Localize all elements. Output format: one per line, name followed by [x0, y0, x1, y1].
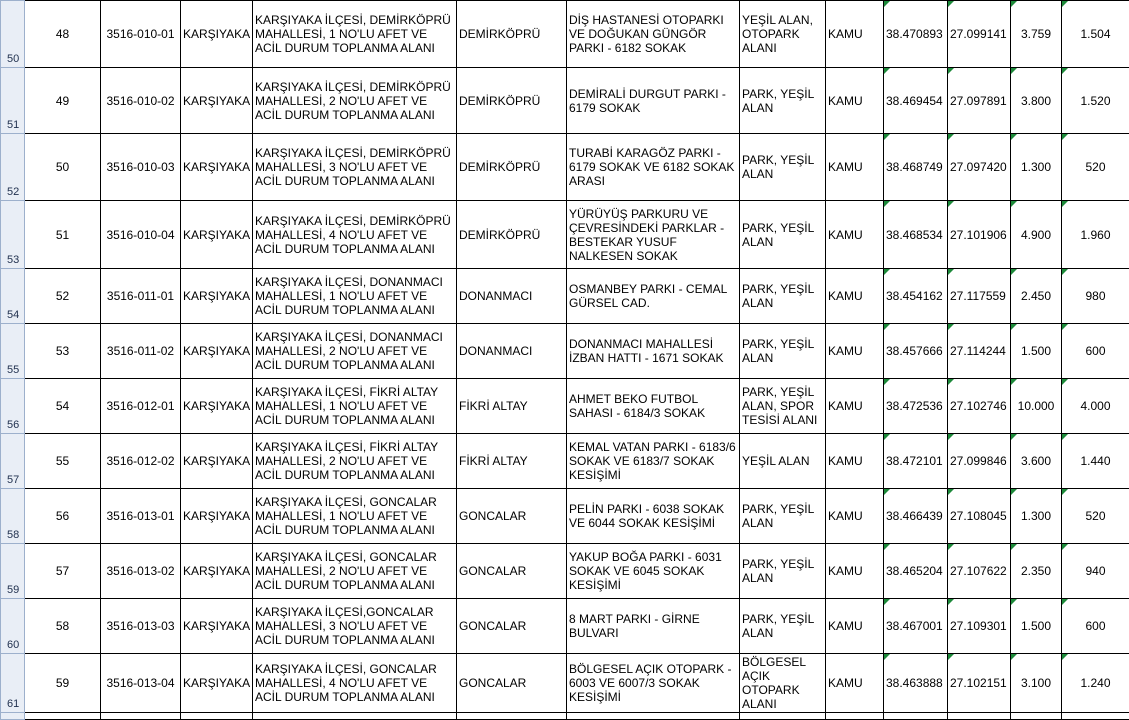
cell-area[interactable]: 1.500 [1011, 324, 1062, 379]
cell-empty[interactable] [181, 713, 253, 720]
cell-lat[interactable]: 38.466439 [884, 489, 948, 544]
cell-code[interactable]: 3516-011-02 [101, 324, 181, 379]
row-header[interactable]: 60 [1, 599, 25, 654]
cell-area[interactable]: 2.350 [1011, 544, 1062, 599]
cell-neighborhood[interactable]: DEMİRKÖPRÜ [457, 134, 567, 201]
cell-neighborhood[interactable]: DONANMACI [457, 269, 567, 324]
cell-type[interactable]: PARK, YEŞİL ALAN [740, 489, 826, 544]
cell-lat[interactable]: 38.467001 [884, 599, 948, 654]
cell-lat[interactable]: 38.468534 [884, 201, 948, 269]
cell-lat[interactable]: 38.470893 [884, 1, 948, 68]
cell-district[interactable]: KARŞIYAKA [181, 134, 253, 201]
cell-capacity[interactable]: 1.960 [1062, 201, 1129, 269]
row-header[interactable] [1, 713, 25, 720]
cell-name[interactable]: KARŞIYAKA İLÇESİ, DONANMACI MAHALLESİ, 1 NO'LU AFET VE ACİL DURUM TOPLANMA ALANI [253, 269, 457, 324]
table-row [1, 434, 1129, 489]
cell-neighborhood[interactable]: DONANMACI [457, 324, 567, 379]
cell-place[interactable]: BÖLGESEL AÇIK OTOPARK - 6003 VE 6007/3 SOKAK KESİŞİMİ [567, 654, 740, 713]
cell-empty[interactable] [948, 713, 1011, 720]
cell-place[interactable]: DİŞ HASTANESİ OTOPARKI VE DOĞUKAN GÜNGÖR PARKI - 6182 SOKAK [567, 1, 740, 68]
cell-no[interactable]: 50 [25, 134, 101, 201]
cell-name[interactable]: KARŞIYAKA İLÇESİ, DEMİRKÖPRÜ MAHALLESİ, 1 NO'LU AFET VE ACİL DURUM TOPLANMA ALANI [253, 1, 457, 68]
cell-name[interactable]: KARŞIYAKA İLÇESİ,GONCALAR MAHALLESİ, 3 NO'LU AFET VE ACİL DURUM TOPLANMA ALANI [253, 599, 457, 654]
cell-place[interactable]: TURABİ KARAGÖZ PARKI - 6179 SOKAK VE 6182 SOKAK ARASI [567, 134, 740, 201]
cell-ownership[interactable]: KAMU [826, 324, 884, 379]
cell-place[interactable]: DEMİRALİ DURGUT PARKI - 6179 SOKAK [567, 68, 740, 134]
cell-name[interactable]: KARŞIYAKA İLÇESİ, GONCALAR MAHALLESİ, 2 NO'LU AFET VE ACİL DURUM TOPLANMA ALANI [253, 544, 457, 599]
cell-no[interactable]: 56 [25, 489, 101, 544]
cell-area[interactable]: 1.300 [1011, 134, 1062, 201]
cell-district[interactable]: KARŞIYAKA [181, 379, 253, 434]
cell-ownership[interactable]: KAMU [826, 379, 884, 434]
cell-place[interactable]: AHMET BEKO FUTBOL SAHASI - 6184/3 SOKAK [567, 379, 740, 434]
cell-district[interactable]: KARŞIYAKA [181, 269, 253, 324]
table-row [1, 68, 1129, 134]
cell-code[interactable]: 3516-010-04 [101, 201, 181, 269]
row-header[interactable]: 56 [1, 379, 25, 434]
cell-lon[interactable]: 27.117559 [948, 269, 1011, 324]
table-row [1, 489, 1129, 544]
cell-empty[interactable] [1062, 713, 1129, 720]
cell-ownership[interactable]: KAMU [826, 654, 884, 713]
cell-ownership[interactable]: KAMU [826, 68, 884, 134]
cell-lat[interactable]: 38.468749 [884, 134, 948, 201]
cell-district[interactable]: KARŞIYAKA [181, 201, 253, 269]
cell-type[interactable]: PARK, YEŞİL ALAN [740, 269, 826, 324]
cell-ownership[interactable]: KAMU [826, 434, 884, 489]
cell-ownership[interactable]: KAMU [826, 599, 884, 654]
cell-lon[interactable]: 27.107622 [948, 544, 1011, 599]
cell-district[interactable]: KARŞIYAKA [181, 1, 253, 68]
cell-lat[interactable]: 38.457666 [884, 324, 948, 379]
cell-empty[interactable] [253, 713, 457, 720]
cell-place[interactable]: DONANMACI MAHALLESİ İZBAN HATTI - 1671 SOKAK [567, 324, 740, 379]
cell-area[interactable]: 2.450 [1011, 269, 1062, 324]
cell-no[interactable]: 51 [25, 201, 101, 269]
cell-code[interactable]: 3516-013-03 [101, 599, 181, 654]
cell-lon[interactable]: 27.097891 [948, 68, 1011, 134]
cell-place[interactable]: PELİN PARKI - 6038 SOKAK VE 6044 SOKAK KESİŞİMİ [567, 489, 740, 544]
cell-no[interactable]: 49 [25, 68, 101, 134]
cell-neighborhood[interactable]: DEMİRKÖPRÜ [457, 201, 567, 269]
cell-type[interactable]: PARK, YEŞİL ALAN [740, 324, 826, 379]
table-row [1, 324, 1129, 379]
cell-lat[interactable]: 38.472101 [884, 434, 948, 489]
cell-area[interactable]: 3.600 [1011, 434, 1062, 489]
cell-name[interactable]: KARŞIYAKA İLÇESİ, FİKRİ ALTAY MAHALLESİ, 1 NO'LU AFET VE ACİL DURUM TOPLANMA ALANI [253, 379, 457, 434]
cell-area[interactable]: 4.900 [1011, 201, 1062, 269]
table-row [1, 544, 1129, 599]
cell-name[interactable]: KARŞIYAKA İLÇESİ, GONCALAR MAHALLESİ, 4 NO'LU AFET VE ACİL DURUM TOPLANMA ALANI [253, 654, 457, 713]
cell-neighborhood[interactable]: FİKRİ ALTAY [457, 379, 567, 434]
row-header[interactable]: 50 [1, 1, 25, 68]
row-header[interactable]: 52 [1, 134, 25, 201]
cell-lat[interactable]: 38.463888 [884, 654, 948, 713]
cell-ownership[interactable]: KAMU [826, 134, 884, 201]
cell-name[interactable]: KARŞIYAKA İLÇESİ, DEMİRKÖPRÜ MAHALLESİ, 2 NO'LU AFET VE ACİL DURUM TOPLANMA ALANI [253, 68, 457, 134]
cell-code[interactable]: 3516-010-01 [101, 1, 181, 68]
cell-neighborhood[interactable]: DEMİRKÖPRÜ [457, 68, 567, 134]
cell-type[interactable]: PARK, YEŞİL ALAN [740, 544, 826, 599]
cell-no[interactable]: 48 [25, 1, 101, 68]
cell-area[interactable]: 3.800 [1011, 68, 1062, 134]
cell-lon[interactable]: 27.109301 [948, 599, 1011, 654]
cell-neighborhood[interactable]: DEMİRKÖPRÜ [457, 1, 567, 68]
cell-code[interactable]: 3516-013-02 [101, 544, 181, 599]
cell-capacity[interactable]: 1.520 [1062, 68, 1129, 134]
cell-no[interactable]: 58 [25, 599, 101, 654]
cell-capacity[interactable]: 1.440 [1062, 434, 1129, 489]
table-row [1, 1, 1129, 68]
cell-empty[interactable] [567, 713, 740, 720]
table-row [1, 654, 1129, 713]
cell-no[interactable]: 55 [25, 434, 101, 489]
cell-area[interactable]: 3.759 [1011, 1, 1062, 68]
cell-type[interactable]: PARK, YEŞİL ALAN [740, 134, 826, 201]
cell-ownership[interactable]: KAMU [826, 1, 884, 68]
cell-type[interactable]: PARK, YEŞİL ALAN [740, 599, 826, 654]
cell-code[interactable]: 3516-010-03 [101, 134, 181, 201]
cell-name[interactable]: KARŞIYAKA İLÇESİ, FİKRİ ALTAY MAHALLESİ, 2 NO'LU AFET VE ACİL DURUM TOPLANMA ALANI [253, 434, 457, 489]
cell-lon[interactable]: 27.102151 [948, 654, 1011, 713]
cell-district[interactable]: KARŞIYAKA [181, 599, 253, 654]
cell-capacity[interactable]: 600 [1062, 599, 1129, 654]
cell-no[interactable]: 53 [25, 324, 101, 379]
cell-ownership[interactable]: KAMU [826, 269, 884, 324]
table-row [1, 599, 1129, 654]
cell-place[interactable]: 8 MART PARKI - GİRNE BULVARI [567, 599, 740, 654]
cell-lat[interactable]: 38.465204 [884, 544, 948, 599]
cell-type[interactable]: PARK, YEŞİL ALAN [740, 201, 826, 269]
cell-type[interactable]: YEŞİL ALAN [740, 434, 826, 489]
cell-code[interactable]: 3516-013-04 [101, 654, 181, 713]
cell-place[interactable]: KEMAL VATAN PARKI - 6183/6 SOKAK VE 6183/7 SOKAK KESİŞİMİ [567, 434, 740, 489]
table-row [1, 134, 1129, 201]
cell-capacity[interactable]: 4.000 [1062, 379, 1129, 434]
cell-empty[interactable] [740, 713, 826, 720]
cell-no[interactable]: 57 [25, 544, 101, 599]
cell-neighborhood[interactable]: GONCALAR [457, 544, 567, 599]
row-header[interactable]: 55 [1, 324, 25, 379]
row-header[interactable]: 58 [1, 489, 25, 544]
cell-neighborhood[interactable]: GONCALAR [457, 599, 567, 654]
cell-empty[interactable] [826, 713, 884, 720]
row-header[interactable]: 54 [1, 269, 25, 324]
row-header[interactable]: 59 [1, 544, 25, 599]
cell-type[interactable]: PARK, YEŞİL ALAN, SPOR TESİSİ ALANI [740, 379, 826, 434]
cell-lat[interactable]: 38.472536 [884, 379, 948, 434]
cell-place[interactable]: YAKUP BOĞA PARKI - 6031 SOKAK VE 6045 SOKAK KESİŞİMİ [567, 544, 740, 599]
cell-place[interactable]: OSMANBEY PARKI - CEMAL GÜRSEL CAD. [567, 269, 740, 324]
cell-district[interactable]: KARŞIYAKA [181, 654, 253, 713]
cell-capacity[interactable]: 520 [1062, 489, 1129, 544]
cell-lon[interactable]: 27.099141 [948, 1, 1011, 68]
cell-lat[interactable]: 38.454162 [884, 269, 948, 324]
cell-empty[interactable] [884, 713, 948, 720]
cell-lon[interactable]: 27.114244 [948, 324, 1011, 379]
cell-type[interactable]: PARK, YEŞİL ALAN [740, 68, 826, 134]
cell-no[interactable]: 52 [25, 269, 101, 324]
cell-capacity[interactable]: 1.504 [1062, 1, 1129, 68]
cell-district[interactable]: KARŞIYAKA [181, 489, 253, 544]
cell-empty[interactable] [25, 713, 101, 720]
cell-code[interactable]: 3516-012-02 [101, 434, 181, 489]
cell-area[interactable]: 3.100 [1011, 654, 1062, 713]
table-row [1, 379, 1129, 434]
cell-neighborhood[interactable]: FİKRİ ALTAY [457, 434, 567, 489]
cell-ownership[interactable]: KAMU [826, 544, 884, 599]
cell-lat[interactable]: 38.469454 [884, 68, 948, 134]
row-header[interactable]: 51 [1, 68, 25, 134]
cell-name[interactable]: KARŞIYAKA İLÇESİ, GONCALAR MAHALLESİ, 1 NO'LU AFET VE ACİL DURUM TOPLANMA ALANI [253, 489, 457, 544]
cell-empty[interactable] [1011, 713, 1062, 720]
cell-district[interactable]: KARŞIYAKA [181, 68, 253, 134]
cell-name[interactable]: KARŞIYAKA İLÇESİ, DEMİRKÖPRÜ MAHALLESİ, 4 NO'LU AFET VE ACİL DURUM TOPLANMA ALANI [253, 201, 457, 269]
cell-neighborhood[interactable]: GONCALAR [457, 654, 567, 713]
cell-area[interactable]: 1.500 [1011, 599, 1062, 654]
cell-capacity[interactable]: 980 [1062, 269, 1129, 324]
cell-lon[interactable]: 27.099846 [948, 434, 1011, 489]
cell-no[interactable]: 59 [25, 654, 101, 713]
cell-area[interactable]: 10.000 [1011, 379, 1062, 434]
cell-capacity[interactable]: 600 [1062, 324, 1129, 379]
cell-code[interactable]: 3516-013-01 [101, 489, 181, 544]
row-header[interactable]: 61 [1, 654, 25, 713]
cell-lon[interactable]: 27.108045 [948, 489, 1011, 544]
cell-type[interactable]: YEŞİL ALAN, OTOPARK ALANI [740, 1, 826, 68]
cell-name[interactable]: KARŞIYAKA İLÇESİ, DONANMACI MAHALLESİ, 2 NO'LU AFET VE ACİL DURUM TOPLANMA ALANI [253, 324, 457, 379]
cell-district[interactable]: KARŞIYAKA [181, 324, 253, 379]
cell-lon[interactable]: 27.102746 [948, 379, 1011, 434]
table-row [1, 201, 1129, 269]
cell-district[interactable]: KARŞIYAKA [181, 544, 253, 599]
cell-district[interactable]: KARŞIYAKA [181, 434, 253, 489]
row-header[interactable]: 57 [1, 434, 25, 489]
cell-type[interactable]: BÖLGESEL AÇIK OTOPARK ALANI [740, 654, 826, 713]
cell-capacity[interactable]: 520 [1062, 134, 1129, 201]
cell-no[interactable]: 54 [25, 379, 101, 434]
cell-empty[interactable] [457, 713, 567, 720]
cell-lon[interactable]: 27.097420 [948, 134, 1011, 201]
cell-empty[interactable] [101, 713, 181, 720]
cell-lon[interactable]: 27.101906 [948, 201, 1011, 269]
cell-ownership[interactable]: KAMU [826, 489, 884, 544]
cell-name[interactable]: KARŞIYAKA İLÇESİ, DEMİRKÖPRÜ MAHALLESİ, 3 NO'LU AFET VE ACİL DURUM TOPLANMA ALANI [253, 134, 457, 201]
table-row [1, 713, 1129, 720]
cell-code[interactable]: 3516-012-01 [101, 379, 181, 434]
cell-capacity[interactable]: 940 [1062, 544, 1129, 599]
cell-area[interactable]: 1.300 [1011, 489, 1062, 544]
cell-code[interactable]: 3516-011-01 [101, 269, 181, 324]
cell-capacity[interactable]: 1.240 [1062, 654, 1129, 713]
row-header[interactable]: 53 [1, 201, 25, 269]
cell-place[interactable]: YÜRÜYÜŞ PARKURU VE ÇEVRESİNDEKİ PARKLAR - BESTEKAR YUSUF NALKESEN SOKAK [567, 201, 740, 269]
cell-code[interactable]: 3516-010-02 [101, 68, 181, 134]
cell-ownership[interactable]: KAMU [826, 201, 884, 269]
table-row [1, 269, 1129, 324]
cell-neighborhood[interactable]: GONCALAR [457, 489, 567, 544]
